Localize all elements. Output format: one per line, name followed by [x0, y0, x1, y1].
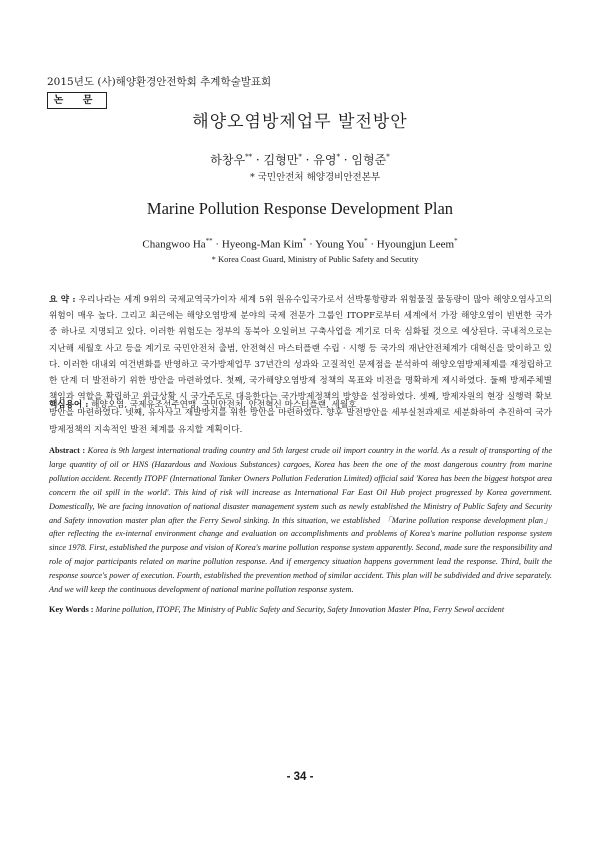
author-mark: * — [454, 237, 458, 245]
paper-type-badge: 논 문 — [47, 92, 107, 109]
author-mark: * — [386, 153, 390, 161]
korean-affiliation: * 국민안전처 해양경비안전본부 — [249, 172, 381, 183]
author-mark: ** — [205, 237, 213, 245]
author-name: 김형만 — [263, 153, 299, 167]
page-number: - 34 - — [286, 771, 314, 783]
korean-keywords-label: 핵심용어 : — [49, 400, 89, 410]
author-mark: * — [298, 153, 302, 161]
korean-abstract-label: 요 약 : — [49, 295, 76, 305]
author-mark: * — [364, 237, 368, 245]
author-name: Young You — [315, 238, 365, 251]
english-keywords-label: Key Words : — [49, 605, 94, 614]
korean-abstract — [49, 292, 552, 438]
author-name: 유영 — [313, 153, 337, 167]
english-authors: Changwoo Ha** · Hyeong-Man Kim* · Young You* · Hyoungjun Leem* — [142, 237, 458, 251]
author-mark: * — [336, 153, 340, 161]
author-mark: * — [302, 237, 307, 245]
author-name: Changwoo Ha — [142, 238, 206, 251]
english-title: Marine Pollution Response Development Plan — [146, 199, 454, 218]
author-name: Hyoungjun Leem — [376, 238, 455, 251]
korean-abstract-text: 우리나라는 세계 9위의 국제교역국가이자 세계 5위 원유수입국가로서 선박통항량과 위험물질 물동량이 많아 해양오염사고의 위험이 매우 높다. 그리고 최근에는 해양오염방제 분야의 국제 전문가 그룹인 ITOPF로부터 세계에서 가장 해양오염이 빈번한 국가 중 하나로 지명되고 있다. 이러한 위험도는 정부의 동북아 오일허브 구축사업을 계기로 더욱 심화될 것으로 예상된다. 국내적으로는 지난해 세월호 사고 등을 계기로 국민안전처 출범, 안전혁신 마스터플랜 수립 · 시행 등 국가의 재난안전체계가 대혁신을 맞이하고 있다. 이러한 대내외 여건변화를 반영하고 국가방제업무 37년간의 성과와 고질적인 문제점을 분석하여 해양오염방제체제를 재정립하고 한 단계 더 발전하기 위한 방안을 마련하였다. 첫째, 국가해양오염방제 정책의 목표와 비전을 명확하게 제시하였다. 둘째 방제주체별 책임과 역할을 확립하고 위급상황 시 국가주도로 대응한다는 국가방제정책의 방향을 설정하였다. 셋째, 방제자원의 현장 실행력 확보방안을 마련하였다. 넷째, 유사사고 재발방지를 위한 방안을 마련하였다. 향후 발전방안을 세부실천과제로 세분화하여 추진하여 국가방제정책의 지속적인 발전 체계를 유지할 계획이다. — [49, 295, 553, 435]
korean-keywords-text: 해양오염, 국제유조선주연맹, 국민안전처, 안전혁신 마스터플랜, 세월호 — [91, 400, 357, 410]
conference-header: 2015년도 (사)해양환경안전학회 추계학술발표회 — [47, 76, 272, 88]
english-keywords — [49, 605, 552, 614]
english-abstract — [49, 444, 552, 597]
english-keywords-text: Marine pollution, ITOPF, The Ministry of Public Safety and Security, Safety Innovation Master Plna, Ferry Sewol accident — [95, 605, 505, 614]
korean-keywords — [49, 398, 552, 410]
author-mark: ** — [245, 153, 253, 161]
english-abstract-label: Abstract : — [49, 446, 86, 455]
author-name: 임형준 — [351, 153, 387, 167]
korean-title: 해양오염방제업무 발전방안 — [192, 112, 408, 132]
author-name: 하창우 — [210, 153, 246, 167]
author-name: Hyeong-Man Kim — [221, 238, 303, 251]
english-abstract-text: Korea is 9th largest international trading country and 5th largest crude oil import country in the world. As a result of transporting of the large quantity of oil or HNS (Hazardous and Noxious Substances) cargoes, Korea has been the one of the most dangerous country from marine pollution accident. Recently ITOPF (International Tanker Owners Pollution Federation Limited) official said 'Korea has been the biggest hotspot area concern the oil spill in the world'. This kind of risk will increase as International Far East Oil Hub project progressed by Korea government. Domestically, We are facing innovation of national disaster management system such as newly established the Ministry of Public Safety and Security and Safety innovation master plan after the Ferry Sewol sinking. In this situation, we established 「Marine pollution response development plan」 after reflecting the ex-internal environment change and evaluation on accomplishments and problems of Korea's marine pollution response system since 1978. First, established the purpose and vision of Korea's marine pollution response system apparently. Second, made sure the responsibility and role of major participants related on marine pollution response. And if emergency situation happens government lead the response. Third, built the response source's power of execution. Fourth, established the prevention method of similar accident. This plan will be subdivided and drive separately. And we will keep the continuous development of national marine pollution response system. — [49, 446, 552, 595]
english-affiliation: * Korea Coast Guard, Ministry of Public Safety and Secutity — [211, 254, 419, 264]
korean-authors: 하창우** · 김형만* · 유영* · 임형준* — [210, 153, 390, 167]
